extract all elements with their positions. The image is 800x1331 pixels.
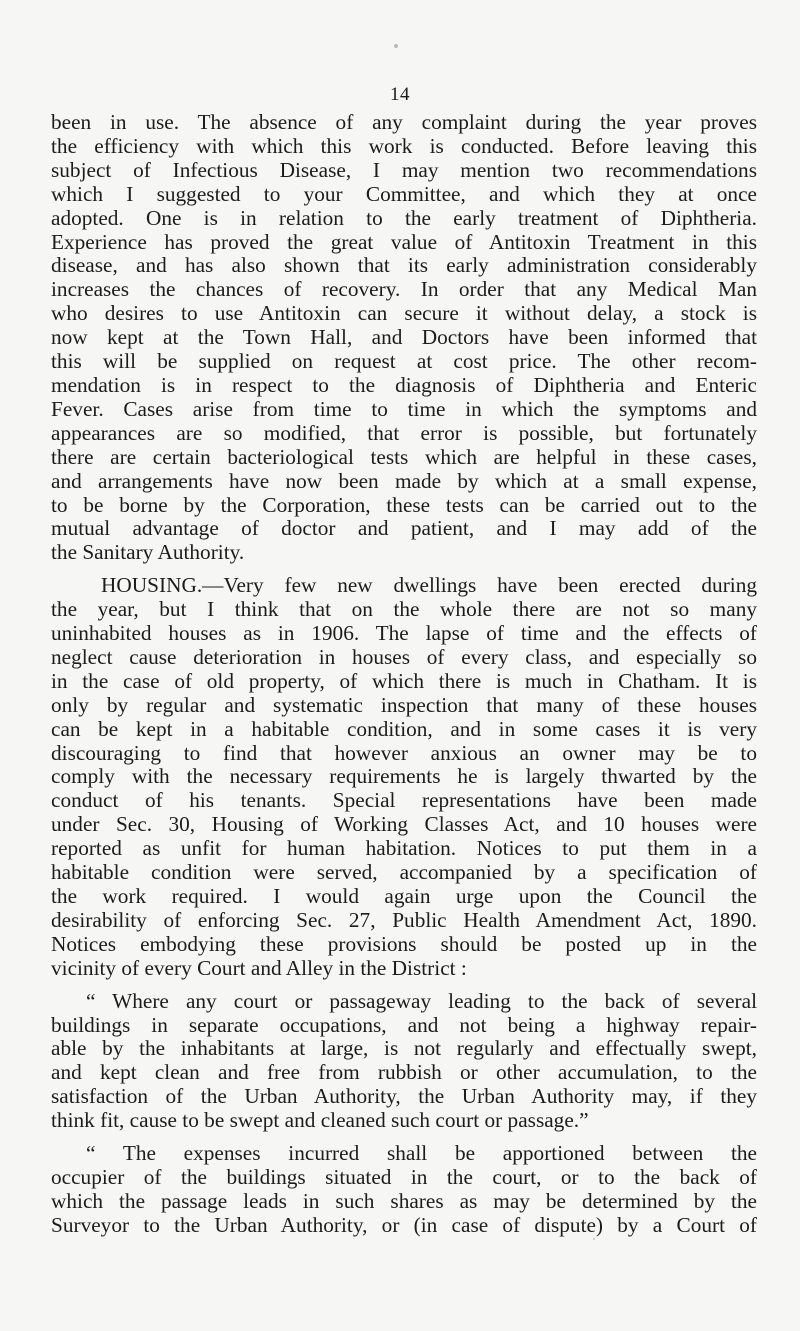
text-line: been in use. The absence of any complaint during the year proves xyxy=(51,110,757,134)
text-line: which the passage leads in such shares as may be determined by the xyxy=(51,1188,757,1213)
text-line: who desires to use Antitoxin can secure it without delay, a stock is xyxy=(51,301,757,326)
text-line: the Sanitary Authority. xyxy=(51,540,245,565)
text-line: which I suggested to your Committee, and which they at once xyxy=(51,181,757,206)
text-line: appearances are so modified, that error is possible, but fortunately xyxy=(51,420,757,445)
text-line: able by the inhabitants at large, is not regularly and effectually swept, xyxy=(51,1036,757,1061)
text-line: habitable condition were served, accompanied by a specification of xyxy=(51,860,757,885)
quotation-passageway-paragraph xyxy=(51,990,757,1133)
text-line: uninhabited houses as in 1906. The lapse of time and the effects of xyxy=(51,621,757,646)
text-line: Experience has proved the great value of Antitoxin Treatment in this xyxy=(51,229,757,254)
text-line: conduct of his tenants. Special representations have been made xyxy=(51,788,757,813)
text-line: comply with the necessary requirements he is largely thwarted by the xyxy=(51,764,757,789)
text-line: Fever. Cases arise from time to time in which the symptoms and xyxy=(51,396,757,421)
text-line: there are certain bacteriological tests which are helpful in these cases, xyxy=(51,444,757,469)
text-line: now kept at the Town Hall, and Doctors have been informed that xyxy=(51,325,757,350)
text-line: Surveyor to the Urban Authority, or (in case of dispute) by a Court of xyxy=(51,1212,757,1237)
text-line: vicinity of every Court and Alley in the District : xyxy=(51,955,467,980)
text-line: reported as unfit for human habitation. Notices to put them in a xyxy=(51,836,757,861)
text-line: the work required. I would again urge upon the Council the xyxy=(51,884,757,908)
text-line: this will be supplied on request at cost price. The other recom- xyxy=(51,349,757,374)
page-number: 14 xyxy=(390,84,410,105)
document-body xyxy=(51,111,757,1238)
text-line: only by regular and systematic inspection that many of these houses xyxy=(51,692,757,717)
text-line: the year, but I think that on the whole there are not so many xyxy=(51,597,757,622)
text-line: disease, and has also shown that its early administration considerably xyxy=(51,253,757,278)
text-line: subject of Infectious Disease, I may mention two recommendations xyxy=(51,157,757,182)
print-speck xyxy=(394,44,398,48)
text-line: buildings in separate occupations, and not being a highway repair- xyxy=(51,1012,757,1037)
text-line: can be kept in a habitable condition, and in some cases it is very xyxy=(51,716,757,741)
text-line: in the case of old property, of which there is much in Chatham. It is xyxy=(51,668,757,693)
text-line: think fit, cause to be swept and cleaned such court or passage.” xyxy=(51,1108,589,1133)
text-line: discouraging to find that however anxious an owner may be to xyxy=(51,740,757,765)
text-line: increases the chances of recovery. In order that any Medical Man xyxy=(51,277,757,302)
text-line: “ The expenses incurred shall be apportioned between the xyxy=(86,1141,757,1166)
housing-paragraph xyxy=(51,574,757,598)
text-line: “ Where any court or passageway leading to the back of several xyxy=(86,988,757,1013)
text-line: mutual advantage of doctor and patient, and I may add of the xyxy=(51,516,757,541)
housing-paragraph-body xyxy=(51,598,757,981)
text-line: desirability of enforcing Sec. 27, Public Health Amendment Act, 1890. xyxy=(51,907,757,932)
text-line: satisfaction of the Urban Authority, the Urban Authority may, if they xyxy=(51,1084,757,1109)
quotation-expenses-paragraph xyxy=(51,1142,757,1238)
infectious-disease-paragraph xyxy=(51,111,757,565)
text-line: neglect cause deterioration in houses of every class, and especially so xyxy=(51,644,757,669)
text-line: to be borne by the Corporation, these tests can be carried out to the xyxy=(51,492,757,517)
text-line: the efficiency with which this work is conducted. Before leaving this xyxy=(51,133,757,158)
text-line: mendation is in respect to the diagnosis of Diphtheria and Enteric xyxy=(51,372,757,397)
text-line: under Sec. 30, Housing of Working Classes Act, and 10 houses were xyxy=(51,812,757,837)
text-line: occupier of the buildings situated in the court, or to the back of xyxy=(51,1164,757,1189)
text-line: adopted. One is in relation to the early treatment of Diphtheria. xyxy=(51,205,757,230)
text-line: Notices embodying these provisions should be posted up in the xyxy=(51,931,757,956)
text-line: and arrangements have now been made by which at a small expense, xyxy=(51,468,757,493)
print-speck xyxy=(593,1238,595,1240)
text-line: and kept clean and free from rubbish or other accumulation, to the xyxy=(51,1060,757,1085)
text-line: HOUSING.—Very few new dwellings have been erected during xyxy=(101,573,757,598)
